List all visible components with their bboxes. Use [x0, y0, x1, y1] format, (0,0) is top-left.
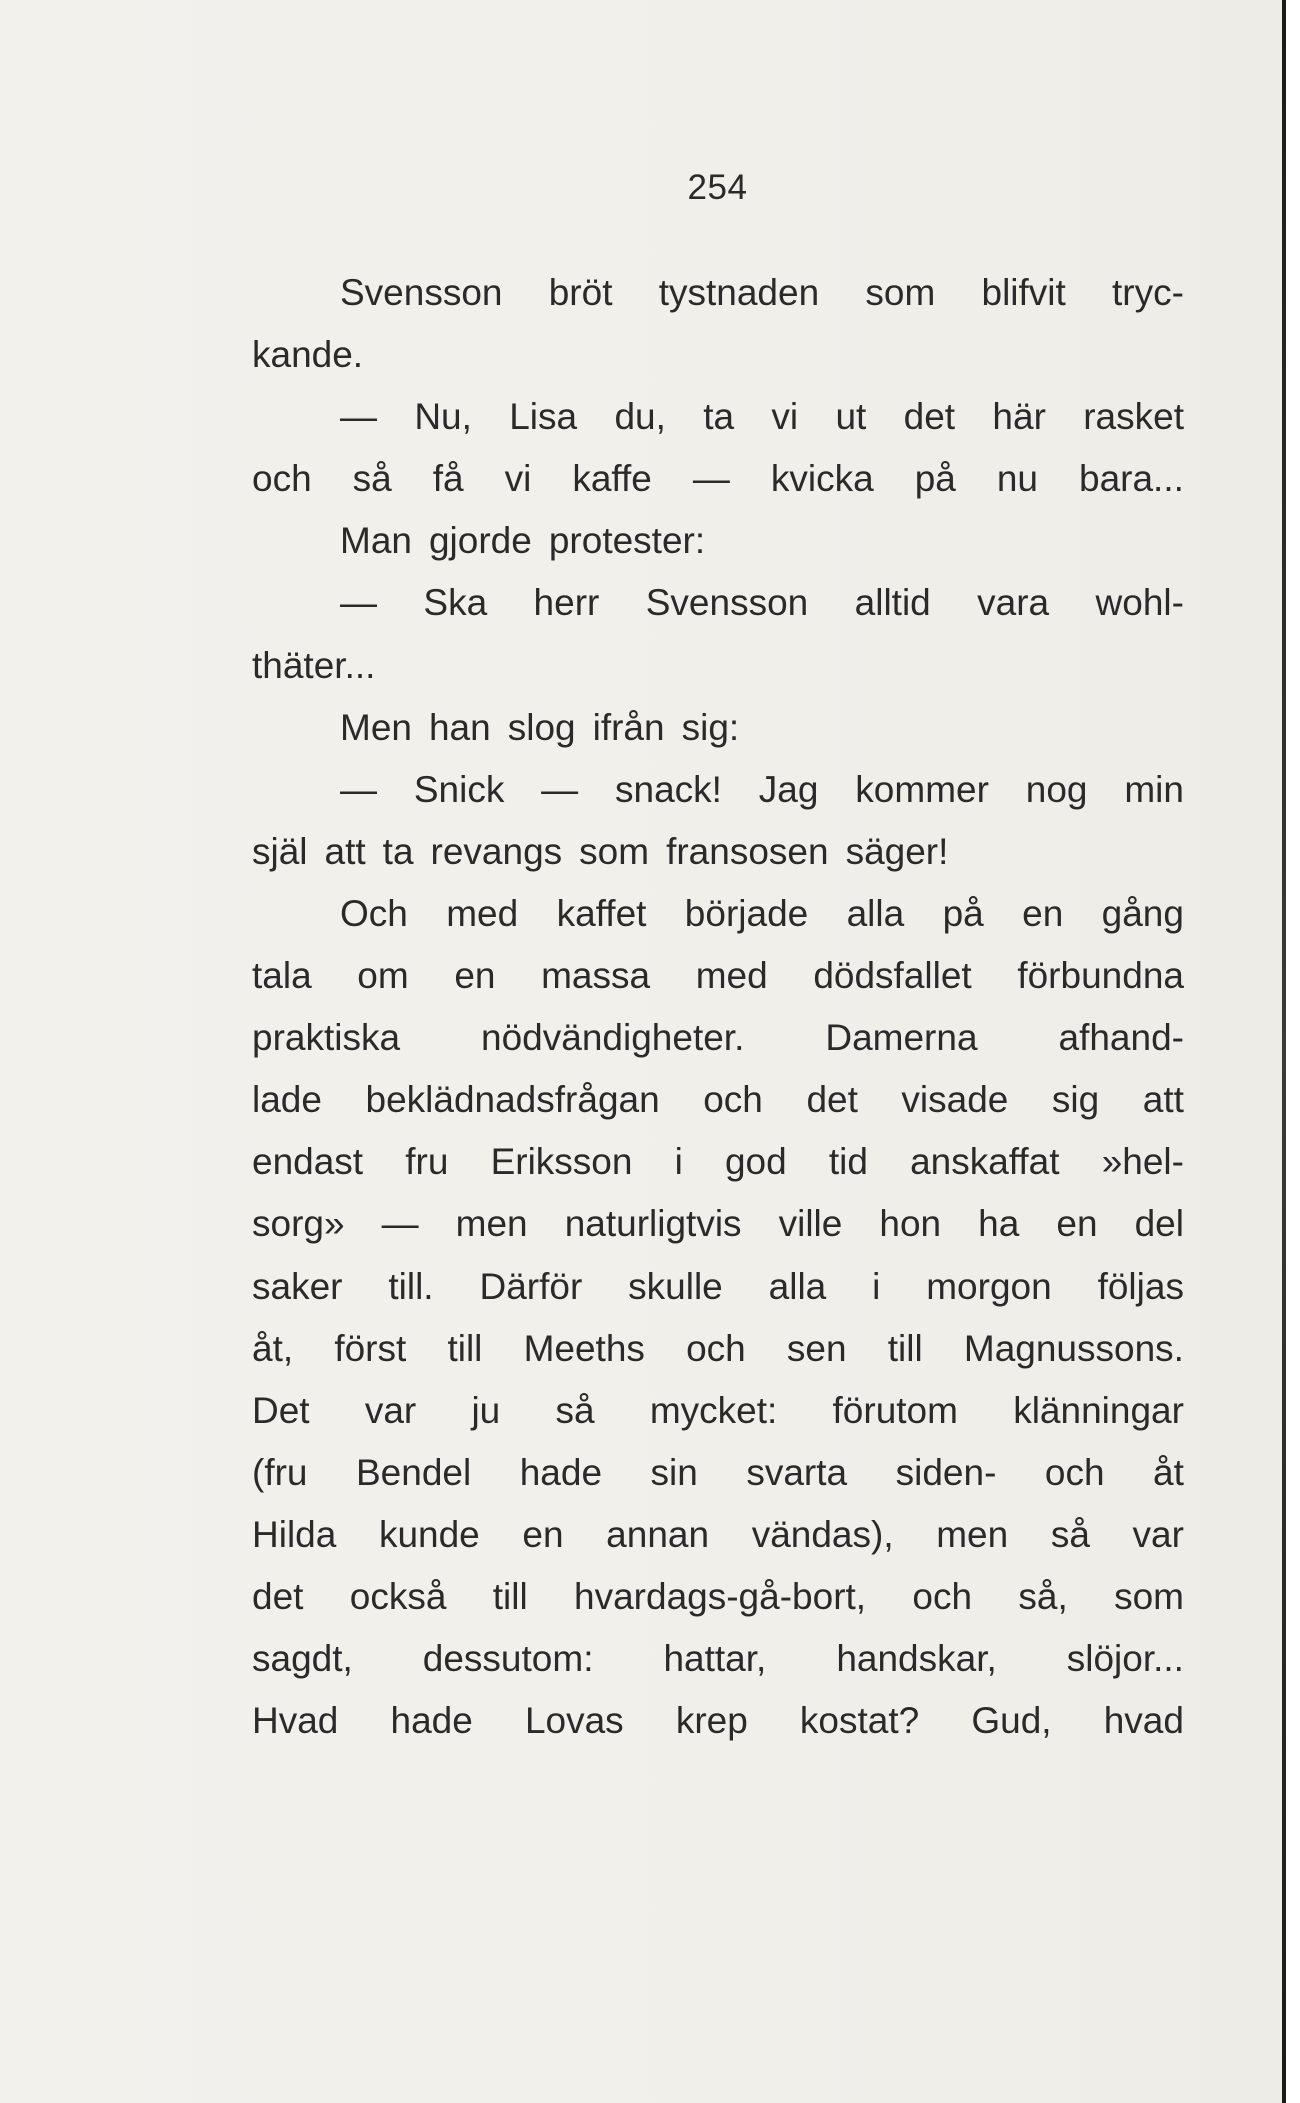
word: Svensson — [340, 272, 503, 313]
text-line — [252, 1318, 1184, 1380]
text-line — [252, 945, 1184, 1007]
text-line — [252, 1380, 1184, 1442]
word: Hilda — [252, 1513, 337, 1555]
word: dessutom: — [422, 1638, 594, 1680]
word: Och — [340, 892, 408, 934]
word: tystnaden — [658, 272, 820, 313]
text-line — [252, 386, 1184, 448]
word: Bendel — [356, 1451, 472, 1493]
word: vi — [771, 396, 799, 438]
word: sig: — [681, 706, 740, 748]
word: hattar, — [663, 1638, 767, 1680]
word: en — [522, 1513, 564, 1555]
word: en — [1056, 1203, 1098, 1245]
word: rasket — [1083, 396, 1184, 438]
text-line — [252, 1504, 1184, 1566]
word: här — [992, 396, 1046, 438]
word: slöjor... — [1066, 1638, 1184, 1680]
word: siden- — [895, 1451, 997, 1493]
word: mycket: — [649, 1389, 778, 1431]
word: Hvad — [252, 1700, 339, 1742]
page-number: 254 — [687, 168, 748, 207]
word: ta — [703, 396, 735, 438]
word: och — [912, 1575, 973, 1617]
word: Meeths — [523, 1327, 645, 1369]
word: så — [555, 1389, 595, 1431]
text-line — [252, 262, 1184, 324]
word: kommer — [855, 768, 989, 810]
word: hade — [519, 1451, 603, 1493]
word: beklädnadsfrågan — [365, 1079, 660, 1121]
word: morgon — [926, 1265, 1052, 1307]
word: Svensson — [645, 582, 809, 624]
word: hade — [390, 1700, 473, 1742]
word: Men — [340, 706, 412, 748]
word: fransosen — [666, 830, 829, 872]
word: svarta — [746, 1451, 848, 1493]
word: till. — [388, 1265, 434, 1307]
word: Ska — [423, 582, 488, 624]
word: få — [432, 458, 464, 500]
word: — — [381, 1203, 419, 1245]
word: ifrån — [592, 706, 665, 748]
word: det — [903, 396, 956, 438]
word: afhand- — [1058, 1017, 1184, 1059]
text-line — [252, 510, 1184, 572]
word: alltid — [854, 582, 931, 624]
word: Damerna — [825, 1017, 978, 1059]
word: revangs — [430, 830, 563, 872]
word: själ — [252, 830, 308, 872]
body-text — [252, 262, 1184, 1752]
word: hon — [879, 1203, 942, 1245]
word: alla — [768, 1265, 827, 1307]
word: protester: — [548, 520, 706, 562]
word: snack! — [615, 768, 722, 810]
word: Lovas — [524, 1700, 624, 1742]
text-line — [252, 1131, 1184, 1193]
word: till — [887, 1327, 923, 1369]
word: började — [684, 892, 809, 934]
word: med — [695, 955, 768, 997]
word: Lisa — [509, 396, 578, 438]
word: fru — [405, 1141, 449, 1183]
word: så, — [1018, 1575, 1068, 1617]
text-line — [252, 1690, 1184, 1752]
text-line — [252, 821, 1184, 883]
word: lade — [252, 1079, 322, 1121]
word: (fru — [252, 1451, 308, 1493]
word: han — [428, 706, 491, 748]
word: som — [865, 272, 936, 313]
word: Snick — [413, 768, 505, 810]
word: var — [1132, 1513, 1184, 1555]
word: Magnussons. — [963, 1327, 1184, 1369]
word: var — [364, 1389, 417, 1431]
word: — — [340, 396, 377, 438]
word: kaffe — [572, 458, 652, 500]
word: — — [340, 582, 377, 624]
word: vändas), — [751, 1513, 894, 1555]
word: en — [454, 955, 496, 997]
word: till — [492, 1575, 528, 1617]
word: gjorde — [428, 520, 532, 562]
word: på — [942, 892, 984, 934]
word: sig — [1051, 1079, 1100, 1121]
word: vara — [977, 582, 1050, 624]
word: slog — [507, 706, 576, 748]
text-line — [252, 572, 1184, 634]
word: tryc- — [1112, 272, 1184, 313]
text-line — [252, 1256, 1184, 1318]
text-line — [252, 1628, 1184, 1690]
word: — — [340, 768, 377, 810]
word: del — [1134, 1203, 1184, 1245]
word: kostat? — [799, 1700, 920, 1742]
word: att — [324, 830, 366, 872]
word: blifvit — [981, 272, 1066, 313]
word: tala — [252, 955, 312, 997]
word: och — [686, 1327, 746, 1369]
word: hvardags-gå-bort, — [574, 1575, 867, 1617]
word: åt — [1153, 1451, 1184, 1493]
text-line — [252, 759, 1184, 821]
text-line — [252, 883, 1184, 945]
word: och — [703, 1079, 763, 1121]
page-edge — [1286, 0, 1300, 2103]
word: — — [692, 458, 730, 500]
word: men — [936, 1513, 1009, 1555]
word: så — [352, 458, 392, 500]
word: säger! — [845, 830, 949, 872]
word: med — [446, 892, 519, 934]
word: i — [872, 1265, 881, 1307]
word: sorg» — [252, 1203, 345, 1245]
word: sagdt, — [252, 1638, 353, 1680]
word: nog — [1025, 768, 1088, 810]
word: kunde — [378, 1513, 480, 1555]
word: — — [541, 768, 579, 810]
word: och — [1044, 1451, 1105, 1493]
word: naturligtvis — [564, 1203, 742, 1245]
word: om — [357, 955, 409, 997]
word: på — [914, 458, 956, 500]
text-line — [252, 448, 1184, 510]
word: »hel- — [1101, 1141, 1184, 1183]
word: krep — [675, 1700, 748, 1742]
word: men — [455, 1203, 528, 1245]
text-line — [252, 324, 1184, 386]
word: i — [674, 1141, 683, 1183]
word: kvicka — [770, 458, 874, 500]
text-line — [252, 635, 1184, 697]
word: thäter... — [252, 644, 376, 686]
word: wohl- — [1095, 582, 1184, 624]
word: nu — [996, 458, 1038, 500]
word: skulle — [628, 1265, 723, 1307]
word: Gud, — [971, 1700, 1052, 1742]
word: ut — [835, 396, 867, 438]
word: åt, — [252, 1327, 294, 1369]
word: förutom — [832, 1389, 958, 1431]
word: herr — [533, 582, 600, 624]
word: som — [579, 830, 650, 872]
word: dödsfallet — [813, 955, 972, 997]
word: att — [1142, 1079, 1184, 1121]
text-line — [252, 1007, 1184, 1069]
word: klänningar — [1013, 1389, 1184, 1431]
word: vi — [504, 458, 532, 500]
word: anskaffat — [910, 1141, 1060, 1183]
word: min — [1124, 768, 1184, 810]
word: en — [1022, 892, 1064, 934]
word: sen — [786, 1327, 847, 1369]
word: bröt — [548, 272, 613, 313]
text-line — [252, 1069, 1184, 1131]
word: kande. — [252, 334, 364, 376]
word: praktiska — [252, 1017, 401, 1059]
word: Jag — [758, 768, 819, 810]
word: också — [349, 1575, 447, 1617]
word: först — [334, 1327, 407, 1369]
word: det — [806, 1079, 858, 1121]
word: Det — [252, 1389, 310, 1431]
word: ville — [778, 1203, 843, 1245]
word: handskar, — [836, 1638, 997, 1680]
text-line — [252, 1566, 1184, 1628]
text-line — [252, 697, 1184, 759]
word: så — [1050, 1513, 1090, 1555]
word: kaffet — [556, 892, 647, 934]
word: ta — [382, 830, 414, 872]
word: Man — [340, 520, 412, 562]
word: det — [252, 1575, 304, 1617]
word: nödvändigheter. — [481, 1017, 745, 1059]
word: Därför — [479, 1265, 583, 1307]
word: ha — [978, 1203, 1020, 1245]
word: och — [252, 458, 312, 500]
word: endast — [252, 1141, 364, 1183]
word: som — [1114, 1575, 1184, 1617]
word: god — [724, 1141, 787, 1183]
word: följas — [1097, 1265, 1184, 1307]
word: bara... — [1079, 458, 1184, 500]
word: hvad — [1103, 1700, 1184, 1742]
word: alla — [846, 892, 905, 934]
word: sin — [650, 1451, 698, 1493]
word: tid — [828, 1141, 868, 1183]
word: du, — [614, 396, 666, 438]
word: Eriksson — [490, 1141, 633, 1183]
word: visade — [901, 1079, 1009, 1121]
word: saker — [252, 1265, 343, 1307]
word: annan — [606, 1513, 710, 1555]
word: Nu, — [414, 396, 472, 438]
word: massa — [541, 955, 651, 997]
word: förbundna — [1017, 955, 1184, 997]
word: till — [447, 1327, 483, 1369]
word: ju — [471, 1389, 501, 1431]
text-line — [252, 1442, 1184, 1504]
word: gång — [1101, 892, 1184, 934]
text-line — [252, 1193, 1184, 1255]
